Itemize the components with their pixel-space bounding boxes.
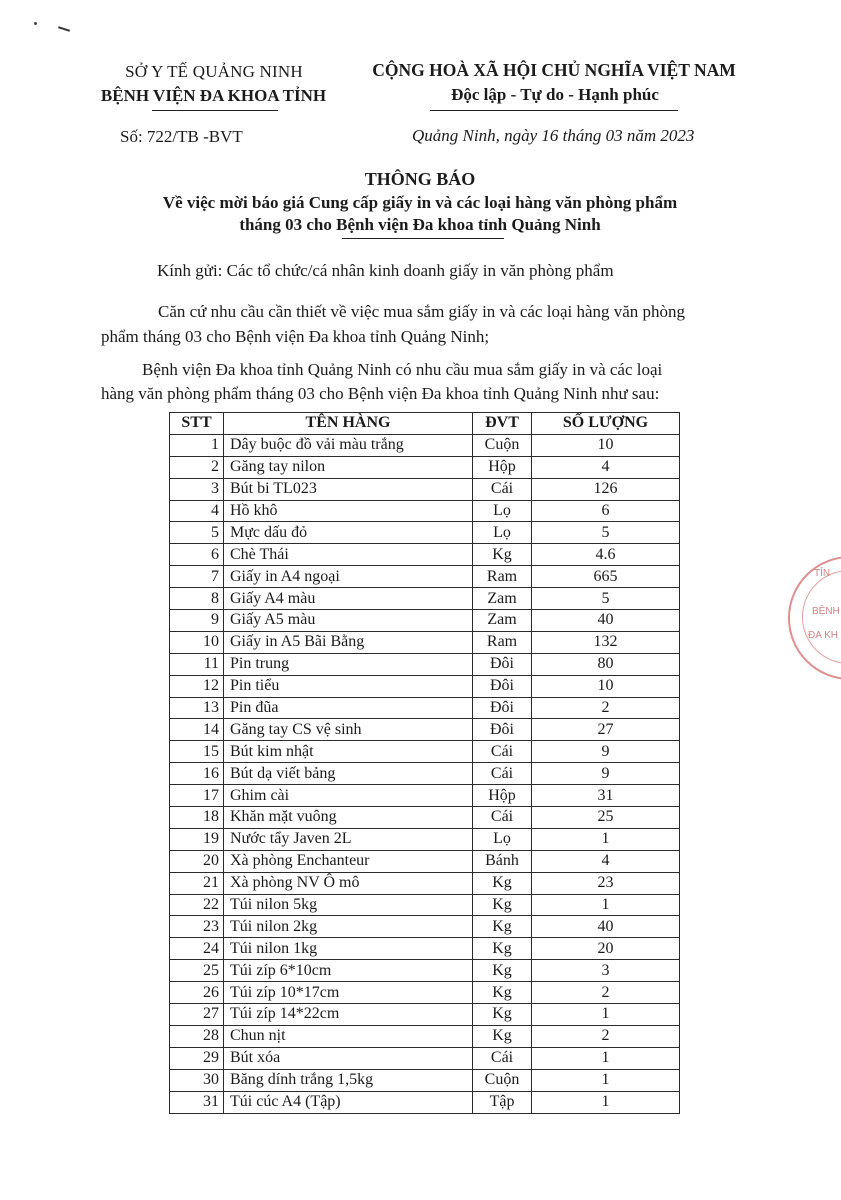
row-item-name: Chun nịt bbox=[224, 1025, 473, 1047]
table-row bbox=[170, 1047, 680, 1069]
row-unit: Lọ bbox=[473, 828, 532, 850]
table-row bbox=[170, 478, 680, 500]
notice-subject-line-2: tháng 03 cho Bệnh viện Đa khoa tỉnh Quảng Ninh bbox=[239, 215, 601, 234]
row-unit: Kg bbox=[473, 960, 532, 982]
row-stt: 22 bbox=[170, 894, 224, 916]
table-row bbox=[170, 938, 680, 960]
row-stt: 5 bbox=[170, 522, 224, 544]
row-stt: 16 bbox=[170, 763, 224, 785]
table-row bbox=[170, 697, 680, 719]
row-unit: Cái bbox=[473, 763, 532, 785]
row-unit: Kg bbox=[473, 894, 532, 916]
row-unit: Lọ bbox=[473, 500, 532, 522]
paragraph-1-line-1: Căn cứ nhu cầu cần thiết về việc mua sắm giấy in và các loại hàng văn phòng bbox=[158, 302, 686, 321]
row-unit: Cuộn bbox=[473, 1069, 532, 1091]
table-row bbox=[170, 719, 680, 741]
table-row bbox=[170, 653, 680, 675]
row-quantity: 5 bbox=[532, 522, 680, 544]
row-stt: 11 bbox=[170, 653, 224, 675]
header-unit: ĐVT bbox=[473, 413, 532, 435]
greeting: Kính gửi: Các tổ chức/cá nhân kinh doanh giấy in văn phòng phẩm bbox=[157, 261, 614, 280]
row-quantity: 126 bbox=[532, 478, 680, 500]
row-item-name: Giấy in A4 ngoại bbox=[224, 566, 473, 588]
table-row bbox=[170, 434, 680, 456]
row-item-name: Túi zíp 6*10cm bbox=[224, 960, 473, 982]
table-row bbox=[170, 1069, 680, 1091]
row-item-name: Ghim cài bbox=[224, 785, 473, 807]
row-quantity: 31 bbox=[532, 785, 680, 807]
row-quantity: 27 bbox=[532, 719, 680, 741]
row-stt: 9 bbox=[170, 610, 224, 632]
row-stt: 17 bbox=[170, 785, 224, 807]
row-quantity: 2 bbox=[532, 697, 680, 719]
seal-text-middle: BỆNH bbox=[812, 606, 840, 617]
scan-artifact-mark bbox=[58, 26, 70, 32]
row-item-name: Giấy A5 màu bbox=[224, 610, 473, 632]
table-row bbox=[170, 850, 680, 872]
row-item-name: Túi zíp 10*17cm bbox=[224, 982, 473, 1004]
row-item-name: Giấy in A5 Bãi Bằng bbox=[224, 631, 473, 653]
row-stt: 18 bbox=[170, 807, 224, 829]
row-stt: 6 bbox=[170, 544, 224, 566]
table-row bbox=[170, 785, 680, 807]
row-item-name: Bút bi TL023 bbox=[224, 478, 473, 500]
row-quantity: 2 bbox=[532, 1025, 680, 1047]
row-stt: 23 bbox=[170, 916, 224, 938]
row-item-name: Mực dấu đỏ bbox=[224, 522, 473, 544]
row-item-name: Pin tiểu bbox=[224, 675, 473, 697]
row-stt: 21 bbox=[170, 872, 224, 894]
table-row bbox=[170, 1091, 680, 1113]
row-quantity: 132 bbox=[532, 631, 680, 653]
row-unit: Zam bbox=[473, 588, 532, 610]
row-unit: Kg bbox=[473, 916, 532, 938]
row-unit: Hộp bbox=[473, 456, 532, 478]
row-unit: Đôi bbox=[473, 675, 532, 697]
table-row bbox=[170, 675, 680, 697]
row-stt: 26 bbox=[170, 982, 224, 1004]
row-unit: Kg bbox=[473, 872, 532, 894]
row-item-name: Pin trung bbox=[224, 653, 473, 675]
row-item-name: Dây buộc đồ vải màu trắng bbox=[224, 434, 473, 456]
nation-line-2: Độc lập - Tự do - Hạnh phúc bbox=[451, 85, 659, 104]
row-quantity: 2 bbox=[532, 982, 680, 1004]
row-item-name: Xà phòng Enchanteur bbox=[224, 850, 473, 872]
notice-title: THÔNG BÁO bbox=[364, 169, 476, 189]
paragraph-2-line-1: Bệnh viện Đa khoa tỉnh Quảng Ninh có nhu cầu mua sắm giấy in và các loại bbox=[142, 360, 663, 379]
row-item-name: Hồ khô bbox=[224, 500, 473, 522]
row-item-name: Nước tẩy Javen 2L bbox=[224, 828, 473, 850]
table-row bbox=[170, 544, 680, 566]
row-quantity: 23 bbox=[532, 872, 680, 894]
row-quantity: 1 bbox=[532, 1004, 680, 1026]
row-quantity: 1 bbox=[532, 828, 680, 850]
row-quantity: 9 bbox=[532, 763, 680, 785]
row-stt: 7 bbox=[170, 566, 224, 588]
table-row bbox=[170, 1004, 680, 1026]
row-item-name: Túi nilon 1kg bbox=[224, 938, 473, 960]
row-unit: Kg bbox=[473, 938, 532, 960]
row-item-name: Túi nilon 2kg bbox=[224, 916, 473, 938]
row-unit: Hộp bbox=[473, 785, 532, 807]
row-stt: 31 bbox=[170, 1091, 224, 1113]
row-quantity: 3 bbox=[532, 960, 680, 982]
row-unit: Đôi bbox=[473, 697, 532, 719]
row-quantity: 4 bbox=[532, 850, 680, 872]
table-row bbox=[170, 960, 680, 982]
row-stt: 28 bbox=[170, 1025, 224, 1047]
row-stt: 10 bbox=[170, 631, 224, 653]
row-quantity: 4 bbox=[532, 456, 680, 478]
row-unit: Cái bbox=[473, 478, 532, 500]
row-unit: Tập bbox=[473, 1091, 532, 1113]
row-quantity: 665 bbox=[532, 566, 680, 588]
paragraph-2-line-2: hàng văn phòng phẩm tháng 03 cho Bệnh viện Đa khoa tỉnh Quảng Ninh như sau: bbox=[101, 384, 660, 403]
row-item-name: Găng tay nilon bbox=[224, 456, 473, 478]
paragraph-1-line-2: phẩm tháng 03 cho Bệnh viện Đa khoa tỉnh Quảng Ninh; bbox=[101, 327, 490, 346]
row-unit: Zam bbox=[473, 610, 532, 632]
seal-text-low: ĐA KH bbox=[808, 630, 839, 641]
row-quantity: 20 bbox=[532, 938, 680, 960]
row-stt: 4 bbox=[170, 500, 224, 522]
row-item-name: Giấy A4 màu bbox=[224, 588, 473, 610]
document-number: Số: 722/TB -BVT bbox=[120, 127, 243, 146]
row-stt: 25 bbox=[170, 960, 224, 982]
table-row bbox=[170, 807, 680, 829]
table-row bbox=[170, 763, 680, 785]
row-unit: Cái bbox=[473, 1047, 532, 1069]
table-row bbox=[170, 916, 680, 938]
row-quantity: 1 bbox=[532, 1047, 680, 1069]
row-quantity: 5 bbox=[532, 588, 680, 610]
table-row bbox=[170, 741, 680, 763]
row-quantity: 40 bbox=[532, 610, 680, 632]
row-quantity: 10 bbox=[532, 434, 680, 456]
row-unit: Kg bbox=[473, 1004, 532, 1026]
row-quantity: 1 bbox=[532, 894, 680, 916]
row-stt: 8 bbox=[170, 588, 224, 610]
row-stt: 29 bbox=[170, 1047, 224, 1069]
row-quantity: 80 bbox=[532, 653, 680, 675]
row-quantity: 25 bbox=[532, 807, 680, 829]
table-row bbox=[170, 828, 680, 850]
row-item-name: Túi cúc A4 (Tập) bbox=[224, 1091, 473, 1113]
notice-subject-line-1: Về việc mời báo giá Cung cấp giấy in và các loại hàng văn phòng phẩm bbox=[162, 193, 678, 212]
row-item-name: Khăn mặt vuông bbox=[224, 807, 473, 829]
red-seal-stamp bbox=[788, 556, 841, 680]
row-item-name: Chè Thái bbox=[224, 544, 473, 566]
table-row bbox=[170, 566, 680, 588]
row-quantity: 1 bbox=[532, 1069, 680, 1091]
row-unit: Kg bbox=[473, 982, 532, 1004]
scan-artifact-dot bbox=[34, 22, 37, 25]
table-row bbox=[170, 631, 680, 653]
seal-inner-ring bbox=[802, 570, 841, 664]
row-stt: 27 bbox=[170, 1004, 224, 1026]
row-item-name: Bút xóa bbox=[224, 1047, 473, 1069]
row-unit: Đôi bbox=[473, 719, 532, 741]
row-stt: 2 bbox=[170, 456, 224, 478]
row-item-name: Túi zíp 14*22cm bbox=[224, 1004, 473, 1026]
row-quantity: 10 bbox=[532, 675, 680, 697]
row-unit: Ram bbox=[473, 631, 532, 653]
row-unit: Bánh bbox=[473, 850, 532, 872]
org-underline bbox=[152, 110, 278, 111]
row-unit: Lọ bbox=[473, 522, 532, 544]
table-row bbox=[170, 522, 680, 544]
row-stt: 19 bbox=[170, 828, 224, 850]
table-row bbox=[170, 1025, 680, 1047]
table-row bbox=[170, 982, 680, 1004]
header-name: TÊN HÀNG bbox=[224, 413, 473, 435]
row-unit: Kg bbox=[473, 544, 532, 566]
row-stt: 12 bbox=[170, 675, 224, 697]
header-stt: STT bbox=[170, 413, 224, 435]
row-stt: 3 bbox=[170, 478, 224, 500]
header-qty: SỐ LƯỢNG bbox=[532, 413, 680, 435]
table-body bbox=[170, 434, 680, 1113]
row-unit: Cuộn bbox=[473, 434, 532, 456]
row-item-name: Bút kim nhật bbox=[224, 741, 473, 763]
table-row bbox=[170, 588, 680, 610]
org-line-2: BỆNH VIỆN ĐA KHOA TỈNH bbox=[100, 86, 327, 105]
row-quantity: 40 bbox=[532, 916, 680, 938]
row-unit: Cái bbox=[473, 741, 532, 763]
row-item-name: Túi nilon 5kg bbox=[224, 894, 473, 916]
row-item-name: Găng tay CS vệ sinh bbox=[224, 719, 473, 741]
items-table bbox=[169, 412, 680, 1114]
row-stt: 30 bbox=[170, 1069, 224, 1091]
row-quantity: 4.6 bbox=[532, 544, 680, 566]
row-stt: 14 bbox=[170, 719, 224, 741]
table-row bbox=[170, 872, 680, 894]
row-item-name: Bút dạ viết bảng bbox=[224, 763, 473, 785]
subject-underline bbox=[342, 238, 504, 239]
table-row bbox=[170, 456, 680, 478]
table-row bbox=[170, 500, 680, 522]
table-header-row bbox=[170, 413, 680, 435]
row-quantity: 6 bbox=[532, 500, 680, 522]
org-line-1: SỞ Y TẾ QUẢNG NINH bbox=[125, 62, 303, 81]
row-stt: 13 bbox=[170, 697, 224, 719]
date-line: Quảng Ninh, ngày 16 tháng 03 năm 2023 bbox=[412, 126, 695, 145]
table-row bbox=[170, 894, 680, 916]
row-item-name: Xà phòng NV Ô mô bbox=[224, 872, 473, 894]
seal-text-top: TỈN bbox=[814, 568, 831, 579]
row-stt: 15 bbox=[170, 741, 224, 763]
table-row bbox=[170, 610, 680, 632]
row-item-name: Băng dính trắng 1,5kg bbox=[224, 1069, 473, 1091]
row-unit: Đôi bbox=[473, 653, 532, 675]
row-quantity: 1 bbox=[532, 1091, 680, 1113]
nation-underline bbox=[430, 110, 678, 111]
row-unit: Ram bbox=[473, 566, 532, 588]
row-stt: 1 bbox=[170, 434, 224, 456]
row-quantity: 9 bbox=[532, 741, 680, 763]
row-item-name: Pin đũa bbox=[224, 697, 473, 719]
row-unit: Cái bbox=[473, 807, 532, 829]
nation-line-1: CỘNG HOÀ XÃ HỘI CHỦ NGHĨA VIỆT NAM bbox=[372, 60, 736, 80]
row-stt: 20 bbox=[170, 850, 224, 872]
row-unit: Kg bbox=[473, 1025, 532, 1047]
row-stt: 24 bbox=[170, 938, 224, 960]
